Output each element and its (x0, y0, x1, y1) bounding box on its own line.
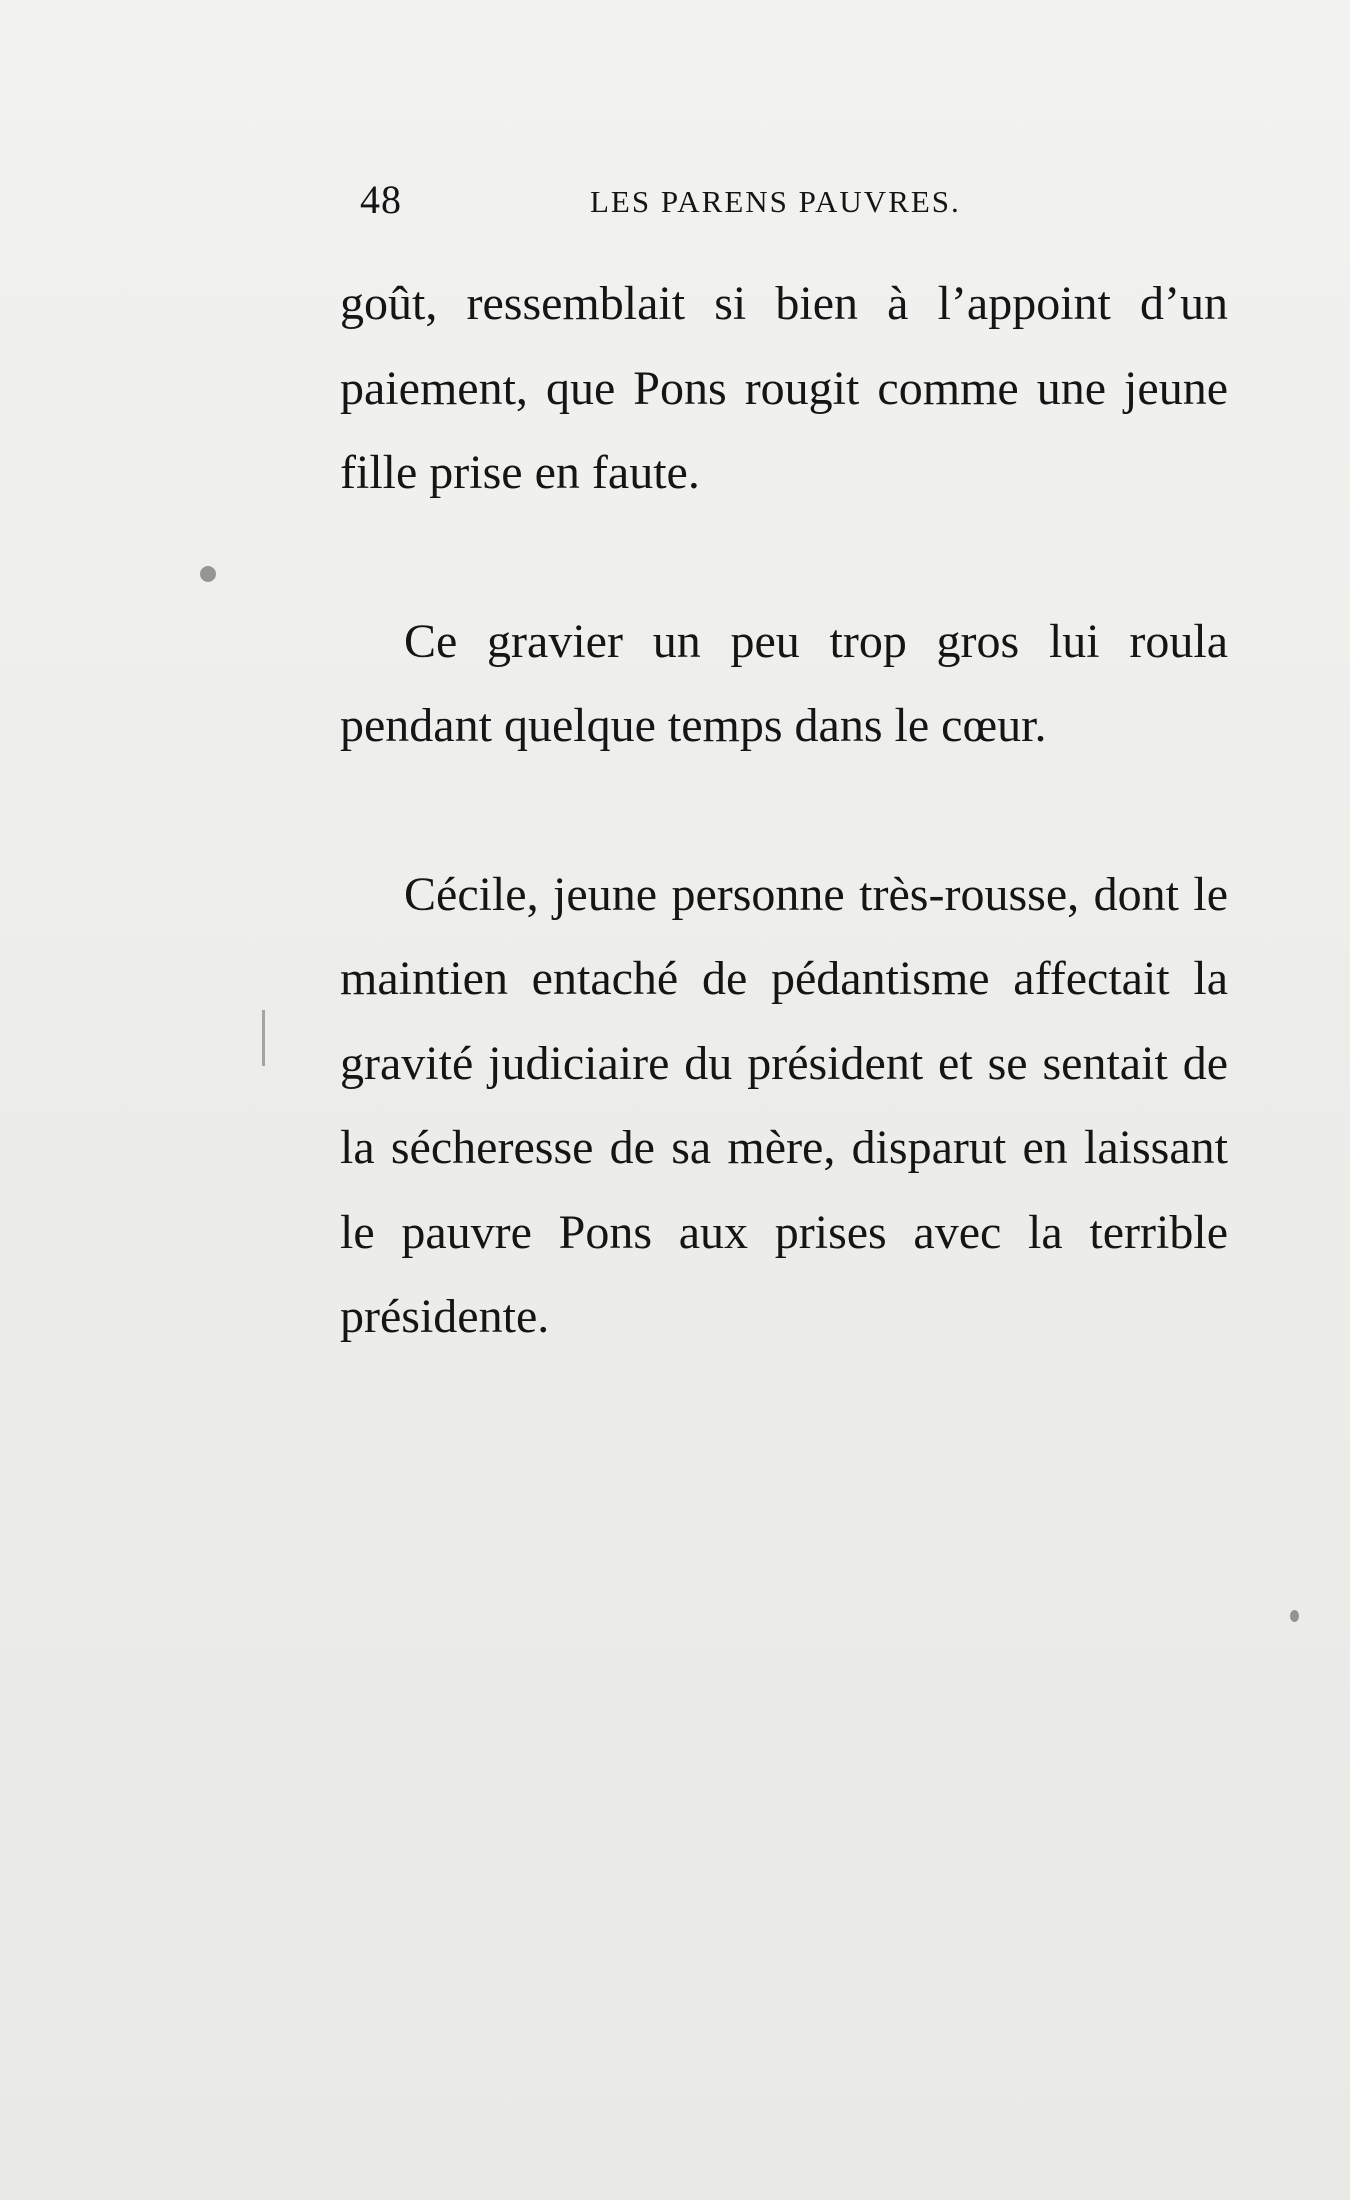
paragraph: goût, ressemblait si bien à l’appoint d’un paiement, que Pons rougit comme une jeune fille prise en faute. (340, 277, 1228, 499)
margin-mark (262, 1010, 265, 1066)
running-title: LES PARENS PAUVRES. (590, 184, 961, 219)
ink-speck (200, 566, 216, 582)
paragraph: Ce gravier un peu trop gros lui roula pendant quelque temps dans le cœur. (340, 614, 1228, 752)
page-number: 48 (360, 177, 402, 222)
paragraph: Cécile, jeune personne très-rousse, dont le maintien entaché de pédantisme affectait la gravité judiciaire du président et se sentait de la sécheresse de sa mère, disparut en laissant le pauvre Pons aux prises avec la terrible présidente. (340, 867, 1228, 1343)
page-header (360, 176, 1220, 226)
body-text (340, 262, 1228, 1360)
ink-speck (1290, 1610, 1299, 1622)
